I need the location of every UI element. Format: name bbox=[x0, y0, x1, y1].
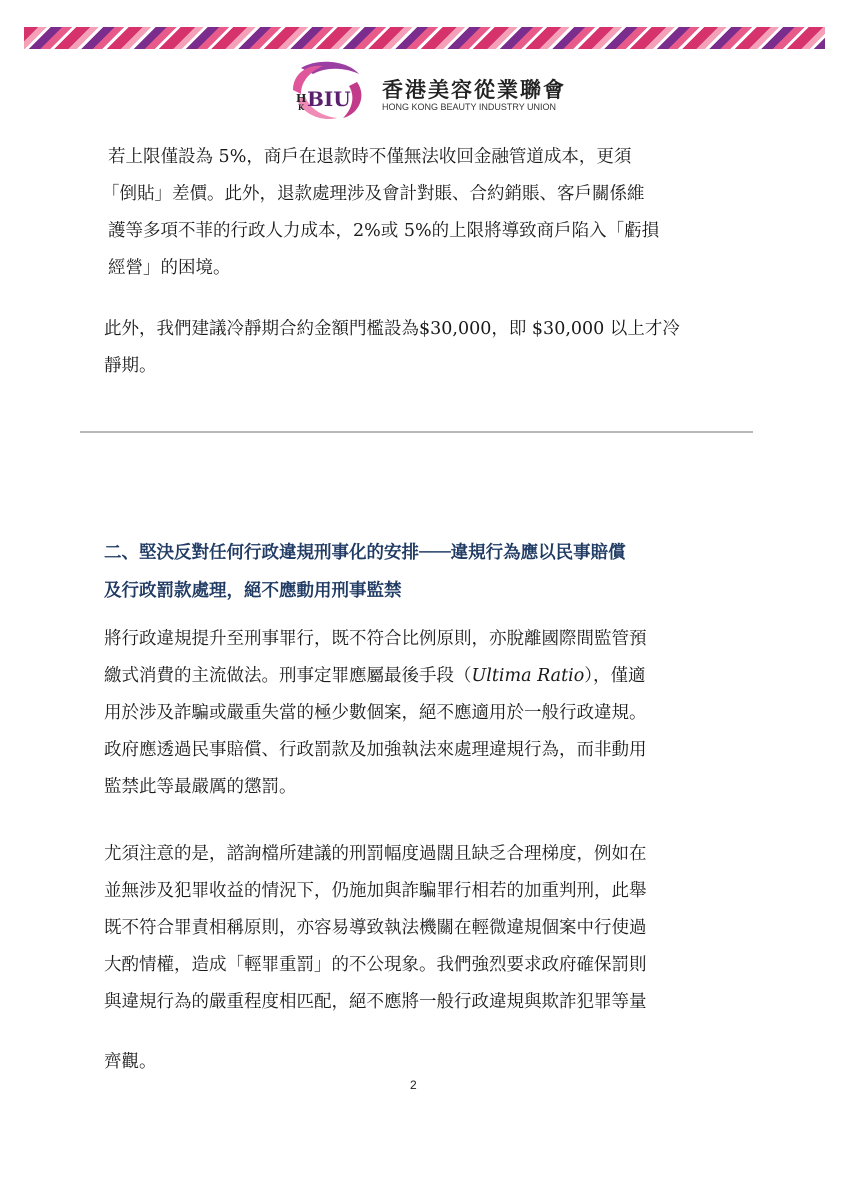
text-line: 政府應透過民事賠償、行政罰款及加強執法來處理違規行為，而非動用 bbox=[104, 740, 647, 760]
text-line: 靜期。 bbox=[104, 356, 157, 376]
logo-name-english: HONG KONG BEAUTY INDUSTRY UNION bbox=[382, 102, 557, 112]
text-line: 大酌情權，造成「輕罪重罰」的不公現象。我們強烈要求政府確保罰則 bbox=[104, 955, 647, 975]
paragraph-criminalization bbox=[104, 621, 754, 806]
svg-text:K: K bbox=[298, 103, 305, 112]
text-line: 與違規行為的嚴重程度相匹配，絕不應將一般行政違規與欺詐犯罪等量 bbox=[104, 992, 647, 1012]
text-line: 齊觀。 bbox=[104, 1052, 157, 1072]
paragraph-cooling-off-threshold bbox=[104, 311, 754, 385]
hkbiu-logo-icon bbox=[287, 60, 369, 122]
svg-text:BIU: BIU bbox=[307, 87, 351, 111]
text-line: 若上限僅設為 5%，商戶在退款時不僅無法收回金融管道成本，更須 bbox=[108, 147, 632, 167]
text-line: 經營」的困境。 bbox=[108, 258, 231, 278]
text-line: 此外，我們建議冷靜期合約金額門檻設為$30,000，即 $30,000 以上才冷 bbox=[104, 319, 680, 339]
paragraph-proportionality bbox=[104, 836, 754, 1021]
text-segment: ），僅適 bbox=[584, 666, 646, 686]
latin-term: Ultima Ratio bbox=[471, 666, 585, 686]
text-line: 並無涉及犯罪收益的情況下，仍施加與詐騙罪行相若的加重判刑，此舉 bbox=[104, 881, 647, 901]
text-line: 「倒貼」差價。此外，退款處理涉及會計對賬、合約銷賬、客戶關係維 bbox=[102, 184, 645, 204]
logo-name-chinese: 香港美容從業聯會 bbox=[382, 78, 566, 102]
heading-line: 二、堅決反對任何行政違規刑事化的安排───違規行為應以民事賠償 bbox=[104, 543, 626, 563]
page-number: 2 bbox=[410, 1078, 417, 1092]
paragraph-closing bbox=[104, 1044, 754, 1081]
text-line: 監禁此等最嚴厲的懲罰。 bbox=[104, 777, 297, 797]
section-divider bbox=[80, 431, 753, 433]
section-heading bbox=[104, 534, 626, 610]
text-line: 既不符合罪責相稱原則，亦容易導致執法機關在輕微違規個案中行使過 bbox=[104, 918, 647, 938]
text-line: 將行政違規提升至刑事罪行，既不符合比例原則，亦脫離國際間監管預 bbox=[104, 629, 647, 649]
paragraph-refund-cap bbox=[102, 139, 758, 287]
text-line: 用於涉及詐騙或嚴重失當的極少數個案，絕不應適用於一般行政違規。 bbox=[104, 703, 647, 723]
organization-logo bbox=[287, 60, 587, 122]
text-line: 護等多項不菲的行政人力成本，2%或 5%的上限將導致商戶陷入「虧損 bbox=[108, 221, 660, 241]
decorative-banner bbox=[24, 27, 825, 49]
text-line: 尤須注意的是，諮詢檔所建議的刑罰幅度過闊且缺乏合理梯度，例如在 bbox=[104, 844, 647, 864]
text-segment: 繳式消費的主流做法。刑事定罪應屬最後手段（ bbox=[104, 666, 472, 686]
heading-line: 及行政罰款處理，絕不應動用刑事監禁 bbox=[104, 581, 402, 601]
text-line bbox=[104, 658, 754, 695]
svg-text:H: H bbox=[296, 92, 307, 105]
